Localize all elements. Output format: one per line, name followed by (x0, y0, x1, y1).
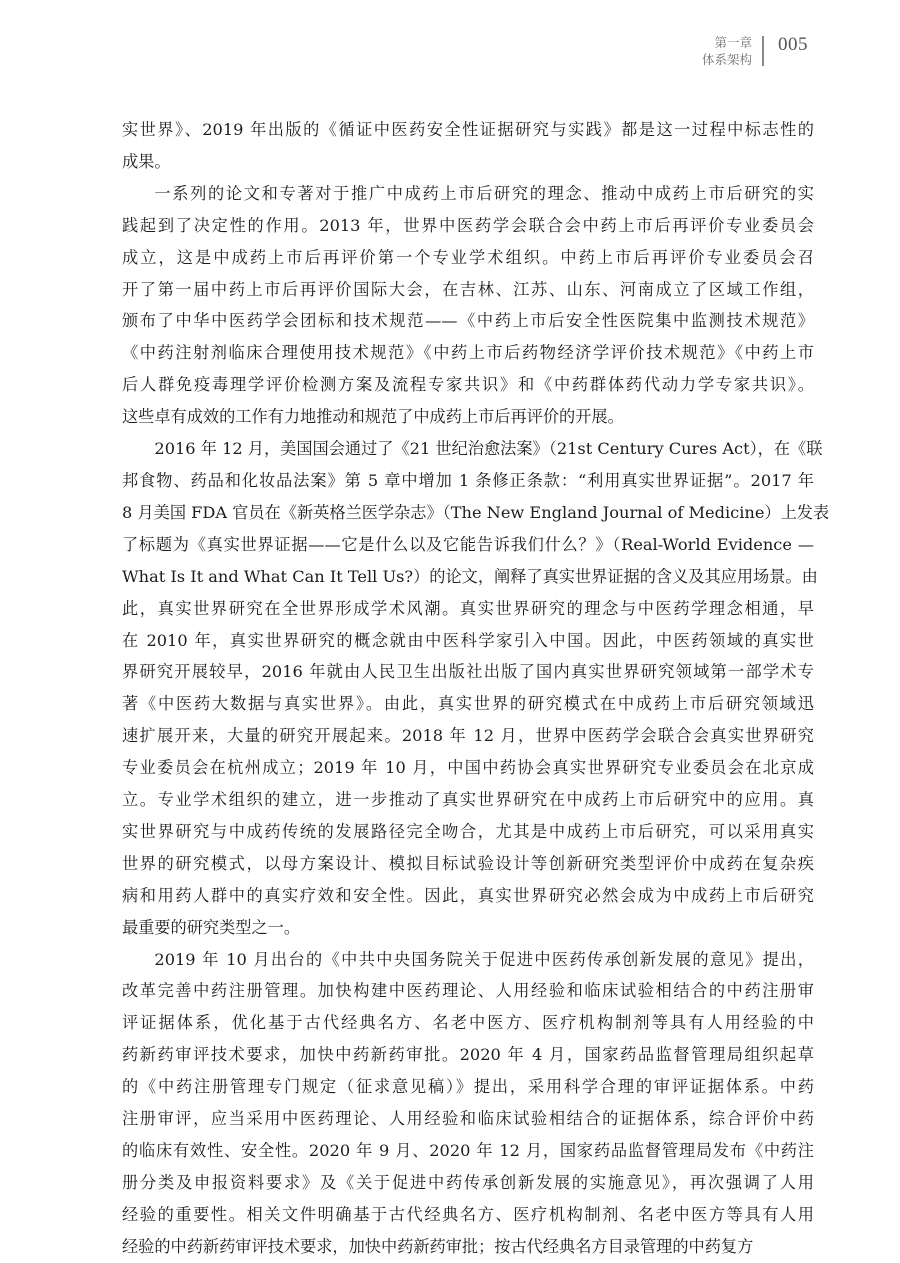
paragraph (122, 178, 814, 433)
text-line: 后人群免疫毒理学评价检测方案及流程专家共识》和《中药群体药代动力学专家共识》。 (122, 375, 814, 395)
text-line: 注册审评，应当采用中医药理论、人用经验和临床试验相结合的证据体系，综合评价中药 (122, 1109, 814, 1129)
chapter-label: 第一章 (714, 35, 752, 50)
text-line: 经验的重要性。相关文件明确基于古代经典名方、医疗机构制剂、名老中医方等具有人用 (122, 1204, 814, 1224)
text-line: 颁布了中华中医药学会团标和技术规范——《中药上市后安全性医院集中监测技术规范》 (122, 311, 814, 331)
page-number: 005 (778, 34, 808, 55)
text-line: 专业委员会在杭州成立；2019 年 10 月，中国中药协会真实世界研究专业委员会在北京成 (122, 758, 814, 778)
text-line: 成果。 (122, 151, 171, 171)
header-divider (762, 36, 764, 66)
text-line: 经验的中药新药审评技术要求，加快中药新药审批；按古代经典名方目录管理的中药复方 (122, 1236, 754, 1256)
text-line: 《中药注射剂临床合理使用技术规范》《中药上市后药物经济学评价技术规范》《中药上市 (122, 343, 814, 363)
text-line: 了标题为《真实世界证据——它是什么以及它能告诉我们什么？》（Real-World Evidence — (122, 534, 814, 554)
text-line: 在 2010 年，真实世界研究的概念就由中医科学家引入中国。因此，中医药领域的真实世 (122, 630, 814, 650)
section-label: 体系架构 (701, 52, 752, 67)
text-line: 实世界研究与中成药传统的发展路径完全吻合，尤其是中成药上市后研究，可以采用真实 (122, 821, 814, 841)
paragraph (122, 114, 814, 178)
body-text (122, 114, 830, 1263)
text-line: 册分类及申报资料要求》及《关于促进中药传承创新发展的实施意见》，再次强调了人用 (122, 1172, 814, 1192)
text-line: 病和用药人群中的真实疗效和安全性。因此，真实世界研究必然会成为中成药上市后研究 (122, 885, 814, 905)
paragraph (122, 944, 814, 1263)
paragraph (122, 433, 830, 944)
text-line: 评证据体系，优化基于古代经典名方、名老中医方、医疗机构制剂等具有人用经验的中 (122, 1013, 814, 1033)
page-header (0, 28, 900, 88)
text-line: 实世界》、2019 年出版的《循证中医药安全性证据研究与实践》都是这一过程中标志性的 (122, 120, 814, 139)
text-line: 药新药审评技术要求，加快中药新药审批。2020 年 4 月，国家药品监督管理局组织起草 (122, 1045, 814, 1065)
text-line: 的临床有效性、安全性。2020 年 9 月、2020 年 12 月，国家药品监督管理局发布《中药注 (122, 1141, 814, 1160)
text-line: 开了第一届中药上市后再评价国际大会，在吉林、江苏、山东、河南成立了区域工作组， (122, 279, 814, 299)
text-line: 改革完善中药注册管理。加快构建中医药理论、人用经验和临床试验相结合的中药注册审 (122, 981, 814, 1001)
text-line: 一系列的论文和专著对于推广中成药上市后研究的理念、推动中成药上市后研究的实 (154, 183, 814, 203)
text-line: 8 月美国 FDA 官员在《新英格兰医学杂志》（The New England Journal of Medicine）上发表 (122, 502, 830, 522)
text-line: 邦食物、药品和化妆品法案》第 5 章中增加 1 条修正条款：“利用真实世界证据”。2017 年 (122, 470, 814, 490)
text-line: 立。专业学术组织的建立，进一步推动了真实世界研究在中成药上市后研究中的应用。真 (122, 790, 814, 810)
text-line: 的《中药注册管理专门规定（征求意见稿）》提出，采用科学合理的审评证据体系。中药 (122, 1077, 814, 1097)
text-line: 最重要的研究类型之一。 (122, 917, 301, 937)
text-line: 成立，这是中成药上市后再评价第一个专业学术组织。中药上市后再评价专业委员会召 (122, 247, 814, 267)
text-line: 著《中医药大数据与真实世界》。由此，真实世界的研究模式在中成药上市后研究领域迅 (122, 694, 814, 714)
text-line: 践起到了决定性的作用。2013 年，世界中医药学会联合会中药上市后再评价专业委员会 (122, 215, 814, 235)
text-line: 界研究开展较早，2016 年就由人民卫生出版社出版了国内真实世界研究领域第一部学术专 (122, 662, 814, 682)
text-line: 2019 年 10 月出台的《中共中央国务院关于促进中医药传承创新发展的意见》提出， (154, 949, 814, 969)
text-line: 世界的研究模式，以母方案设计、模拟目标试验设计等创新研究类型评价中成药在复杂疾 (122, 853, 814, 873)
running-head (702, 34, 752, 68)
text-line: 此，真实世界研究在全世界形成学术风潮。真实世界研究的理念与中医药学理念相通，早 (122, 598, 814, 618)
text-line: What Is It and What Can It Tell Us?）的论文，阐释了真实世界证据的含义及其应用场景。由 (122, 566, 818, 586)
text-line: 这些卓有成效的工作有力地推动和规范了中成药上市后再评价的开展。 (122, 407, 624, 427)
text-line: 2016 年 12 月，美国国会通过了《21 世纪治愈法案》（21st Century Cures Act），在《联 (154, 439, 823, 459)
text-line: 速扩展开来，大量的研究开展起来。2018 年 12 月，世界中医药学会联合会真实世界研究 (122, 726, 814, 746)
